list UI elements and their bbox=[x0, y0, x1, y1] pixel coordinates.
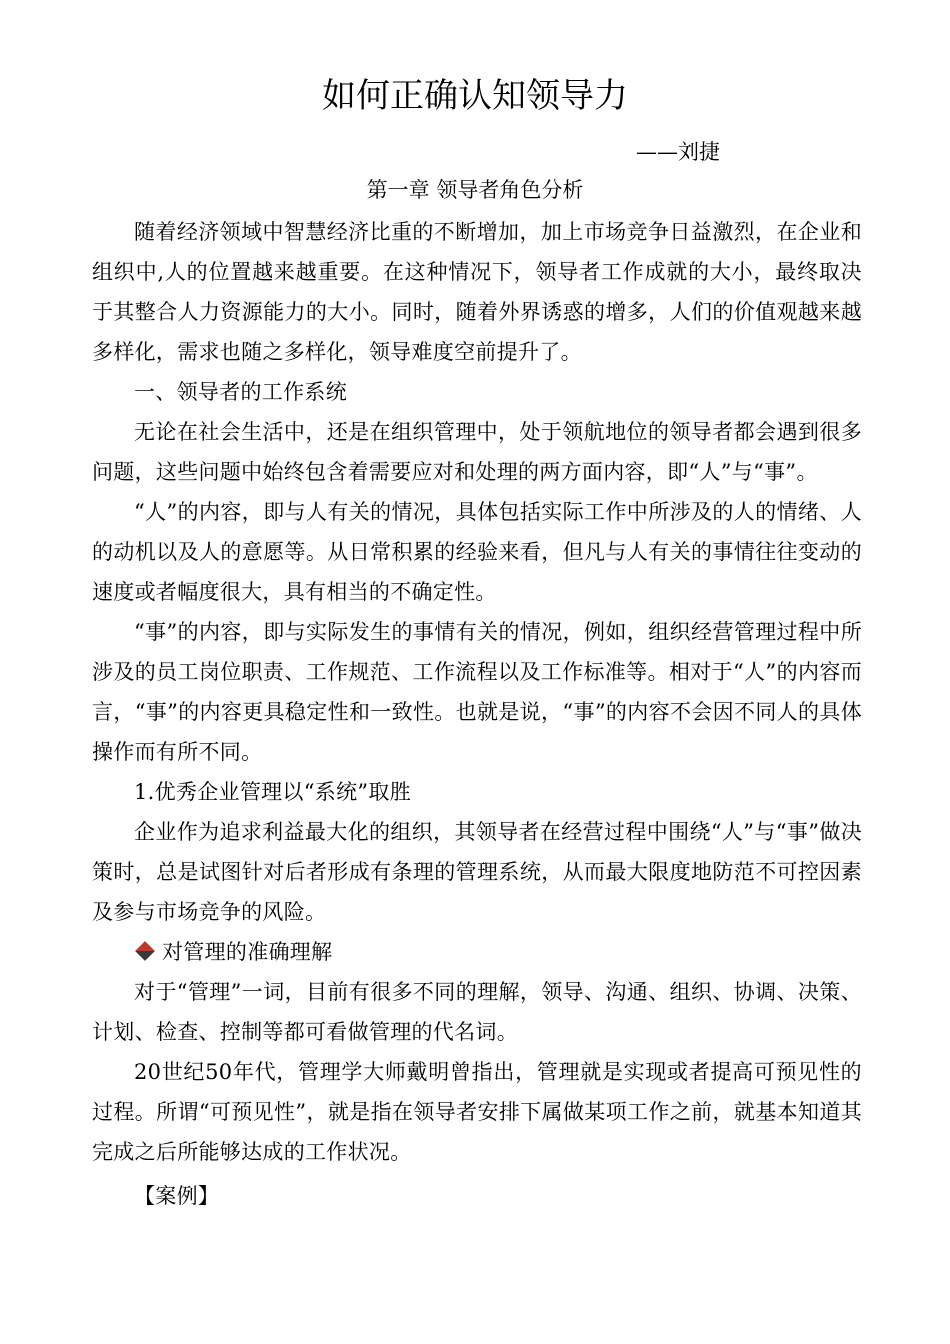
paragraph-management-definitions: 对于“管理”一词，目前有很多不同的理解，领导、沟通、组织、协调、决策、计划、检查、控制等都可看做管理的代名词。 bbox=[92, 980, 862, 1044]
paragraph-enterprise-system: 企业作为追求利益最大化的组织，其领导者在经营过程中围绕“人”与“事”做决策时，总是试图针对后者形成有条理的管理系统，从而最大限度地防范不可控因素及参与市场竞争的风险。 bbox=[92, 820, 862, 924]
paragraph-people-content: “人”的内容，即与人有关的情况，具体包括实际工作中所涉及的人的情绪、人的动机以及人的意愿等。从日常积累的经验来看，但凡与人有关的事情往往变动的速度或者幅度很大，具有相当的不确定性。 bbox=[92, 500, 862, 604]
bullet-item-management-understanding bbox=[92, 932, 862, 972]
paragraph-intro: 随着经济领域中智慧经济比重的不断增加，加上市场竞争日益激烈，在企业和组织中,人的位置越来越重要。在这种情况下，领导者工作成就的大小，最终取决于其整合人力资源能力的大小。同时，随着外界诱惑的增多，人们的价值观越来越多样化，需求也随之多样化，领导难度空前提升了。 bbox=[92, 220, 862, 364]
paragraph-people-and-things: 无论在社会生活中，还是在组织管理中，处于领航地位的领导者都会遇到很多问题，这些问题中始终包含着需要应对和处理的两方面内容，即“人”与“事”。 bbox=[92, 420, 862, 484]
paragraph-deming: 20世纪50年代，管理学大师戴明曾指出，管理就是实现或者提高可预见性的过程。所谓“可预见性”，就是指在领导者安排下属做某项工作之前，就基本知道其完成之后所能够达成的工作状况。 bbox=[92, 1060, 862, 1164]
subsection-heading-system: 1.优秀企业管理以“系统”取胜 bbox=[134, 780, 412, 804]
chapter-heading: 第一章 领导者角色分析 bbox=[366, 178, 584, 202]
paragraph-things-content: “事”的内容，即与实际发生的事情有关的情况，例如，组织经营管理过程中所涉及的员工岗位职责、工作规范、工作流程以及工作标准等。相对于“人”的内容而言，“事”的内容更具稳定性和一致性。也就是说，“事”的内容不会因不同人的具体操作而有所不同。 bbox=[92, 620, 862, 764]
section-heading-work-system: 一、领导者的工作系统 bbox=[134, 380, 347, 404]
document-body bbox=[92, 212, 862, 1216]
author-line: ——刘捷 bbox=[636, 140, 720, 164]
case-label: 【案例】 bbox=[134, 1184, 220, 1208]
document-title: 如何正确认知领导力 bbox=[322, 76, 628, 116]
bullet-item-label: 对管理的准确理解 bbox=[162, 940, 333, 964]
